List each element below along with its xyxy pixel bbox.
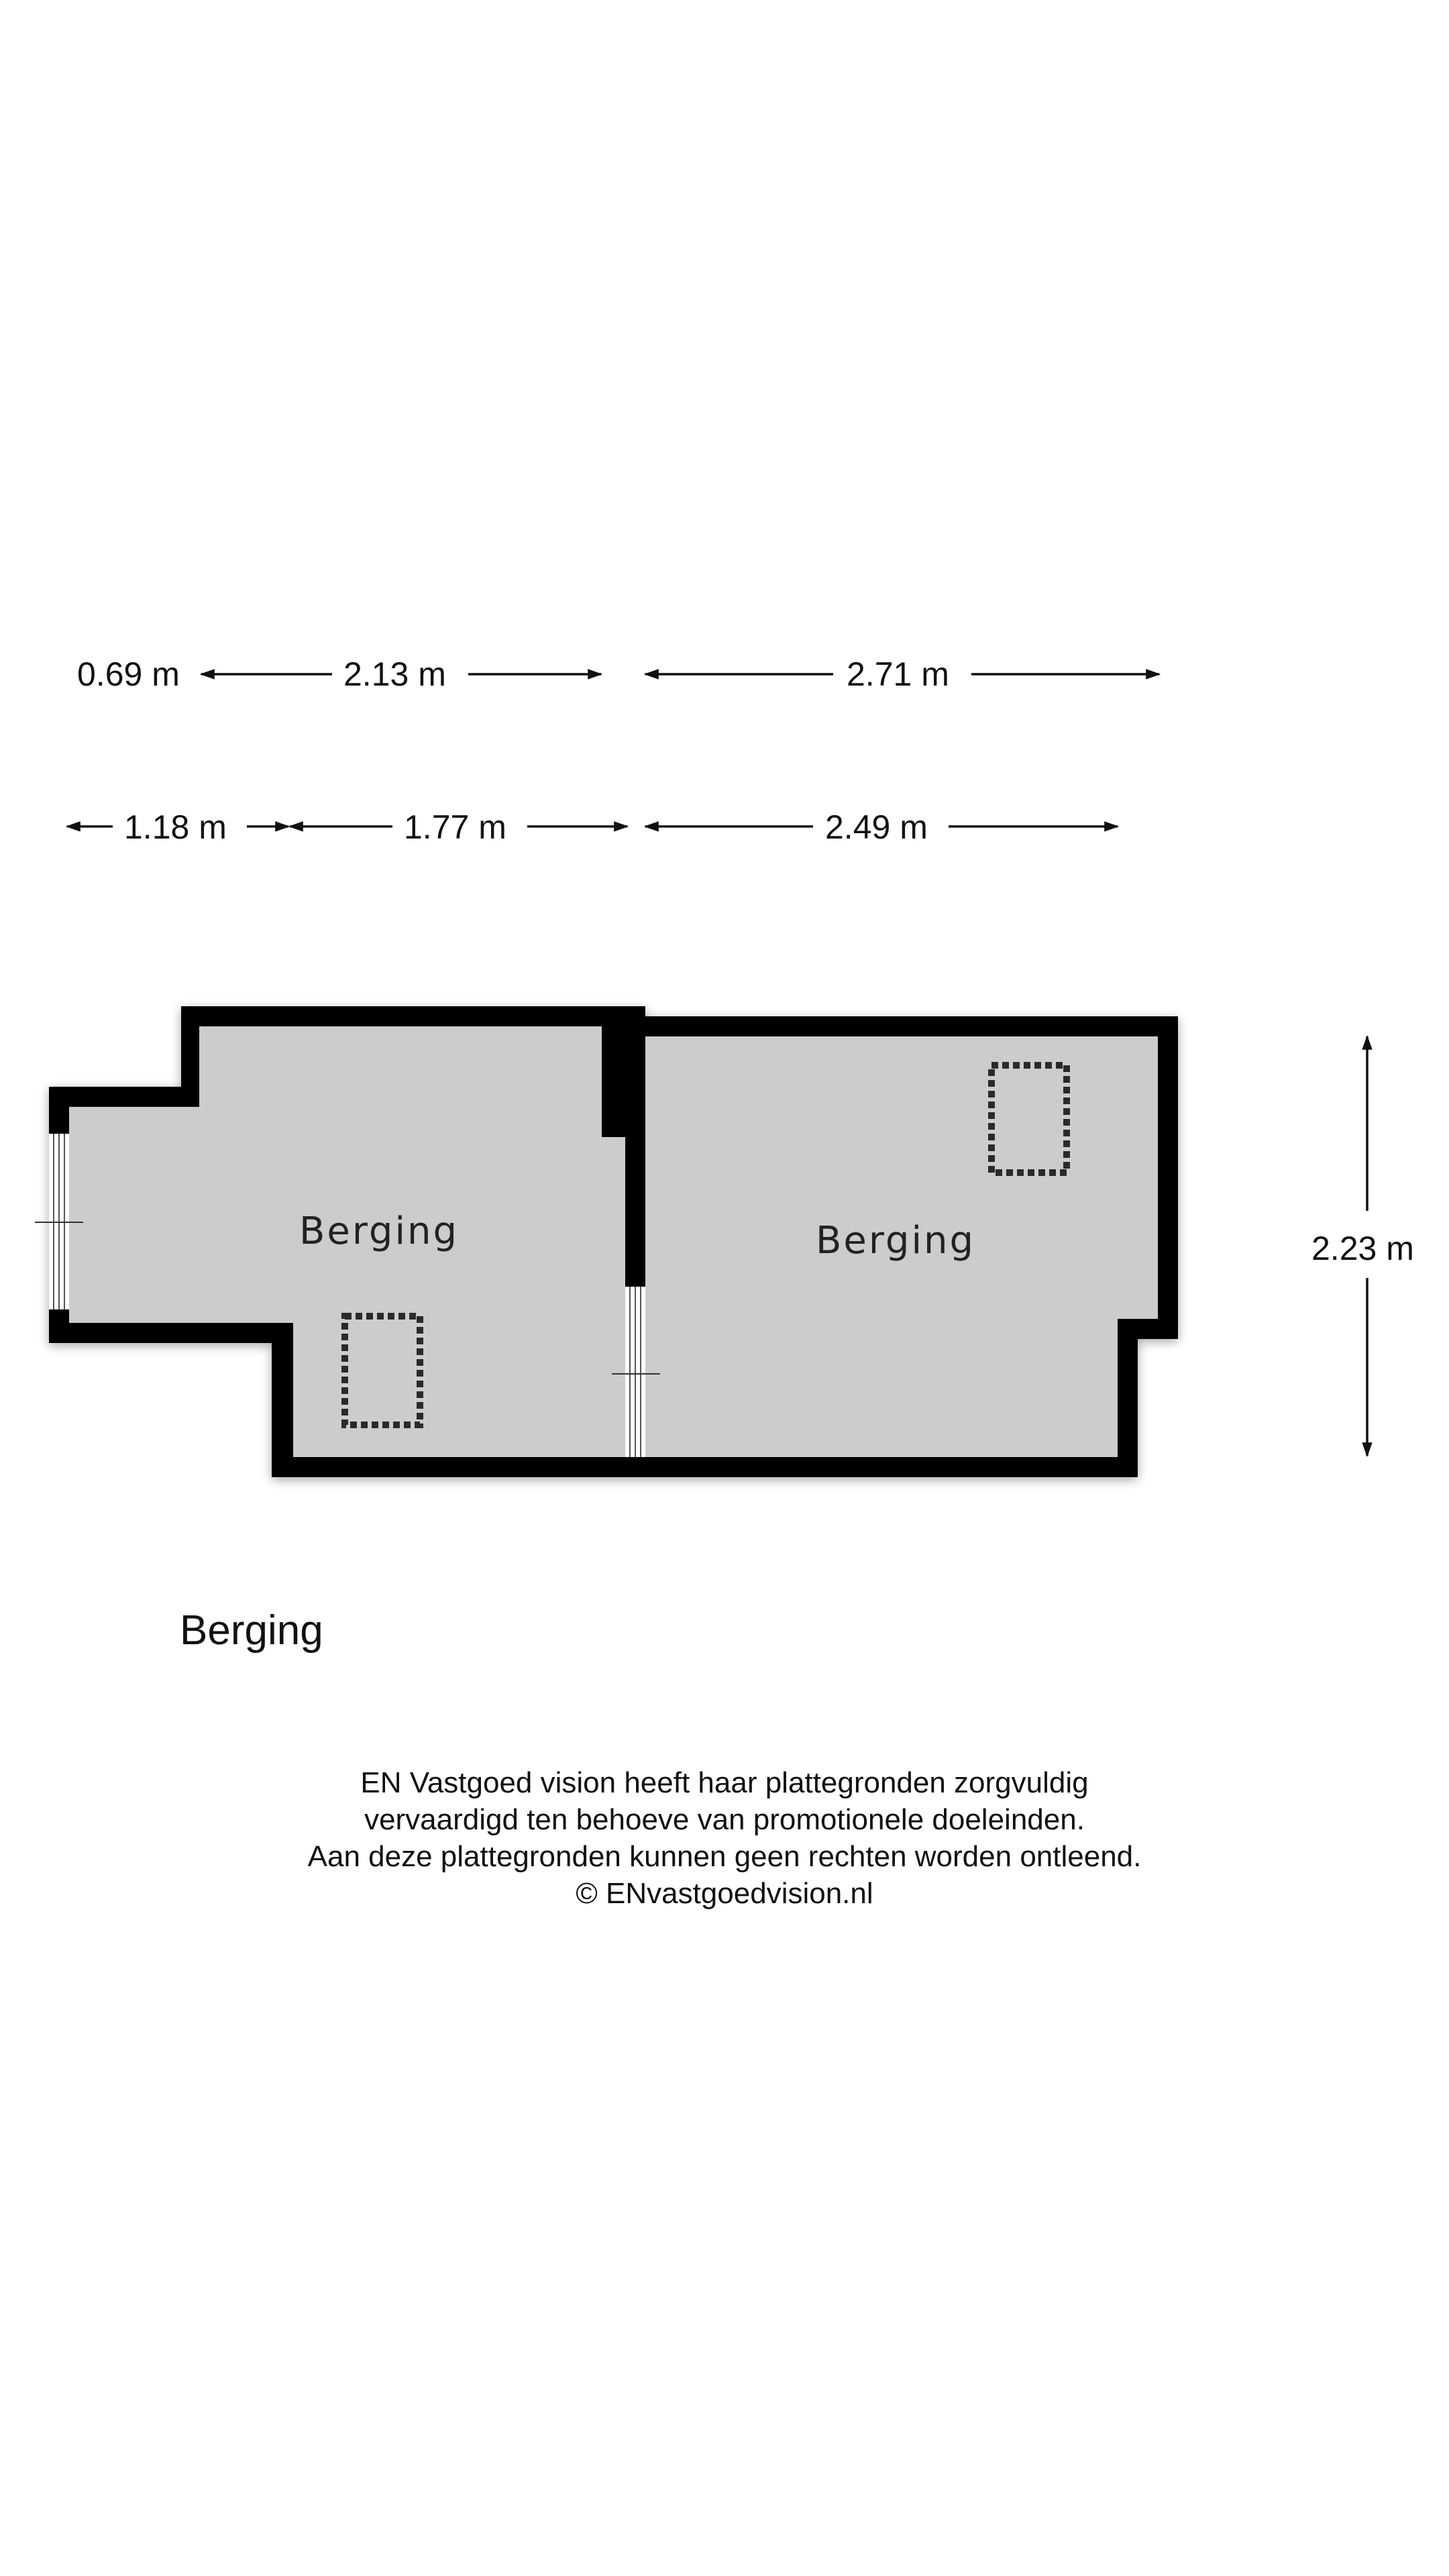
dimension-label-2-23: 2.23 m [1311, 1230, 1414, 1267]
dimension-height [1311, 1036, 1414, 1456]
floor-title: Berging [180, 1607, 323, 1654]
room-label-left: Berging [299, 1210, 460, 1253]
copyright-line: © ENvastgoedvision.nl [576, 1877, 873, 1910]
dimension-row-top [77, 655, 1159, 693]
disclaimer [0, 1764, 1449, 1912]
dimension-row-second [67, 808, 1118, 846]
dimension-label-2-71: 2.71 m [847, 655, 949, 693]
dimension-label-0-69: 0.69 m [77, 655, 180, 693]
pillar [602, 1016, 645, 1137]
dimension-label-1-77: 1.77 m [404, 808, 506, 846]
disclaimer-line: Aan deze plattegronden kunnen geen rechten worden ontleend. [307, 1840, 1142, 1873]
room-label-right: Berging [816, 1219, 976, 1263]
dimension-label-2-49: 2.49 m [825, 808, 928, 846]
dimension-label-2-13: 2.13 m [343, 655, 446, 693]
dimension-label-1-18: 1.18 m [124, 808, 227, 846]
plan-body [49, 1006, 1178, 1477]
disclaimer-line: vervaardigd ten behoeve van promotionele doeleinden. [364, 1803, 1085, 1836]
disclaimer-line: EN Vastgoed vision heeft haar plattegronden zorgvuldig [360, 1766, 1089, 1799]
